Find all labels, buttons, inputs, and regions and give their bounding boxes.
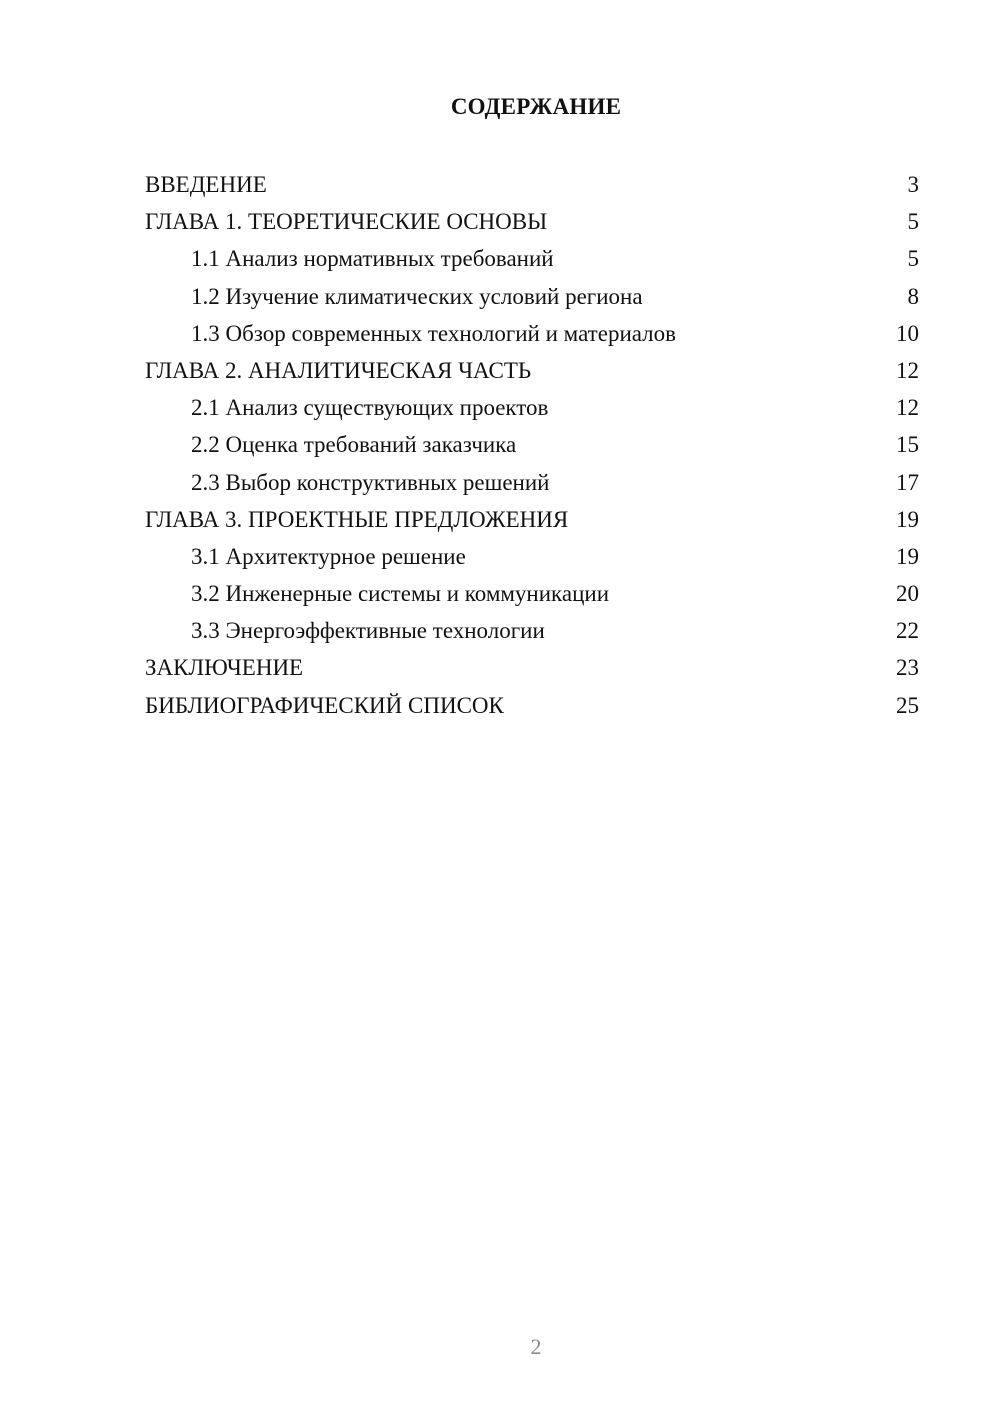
toc-entry-page: 5 bbox=[907, 246, 919, 272]
toc-entry-label: ГЛАВА 2. АНАЛИТИЧЕСКАЯ ЧАСТЬ bbox=[145, 357, 532, 383]
toc-entry-label: ГЛАВА 1. ТЕОРЕТИЧЕСКИЕ ОСНОВЫ bbox=[145, 209, 548, 235]
toc-entry-section-3-2 bbox=[145, 577, 919, 614]
toc-title: СОДЕРЖАНИЕ bbox=[450, 94, 622, 119]
toc-entry-label: 2.2 Оценка требований заказчика bbox=[191, 432, 517, 458]
toc-entry-introduction bbox=[145, 168, 919, 205]
toc-entry-section-1-2 bbox=[145, 280, 919, 317]
toc-entry-page: 12 bbox=[896, 395, 919, 421]
toc-entry-page: 17 bbox=[896, 469, 919, 495]
toc-entry-label: БИБЛИОГРАФИЧЕСКИЙ СПИСОК bbox=[145, 692, 504, 718]
toc-entry-page: 3 bbox=[907, 172, 919, 197]
toc-entry-section-2-3 bbox=[145, 466, 919, 503]
toc-entry-label: ВВЕДЕНИЕ bbox=[145, 172, 267, 197]
toc-entry-page: 15 bbox=[896, 432, 919, 458]
toc-entry-page: 8 bbox=[907, 283, 919, 309]
toc-entry-page: 20 bbox=[896, 581, 919, 607]
toc-entry-section-3-1 bbox=[145, 540, 919, 577]
toc-entry-section-2-2 bbox=[145, 428, 919, 465]
toc-entry-page: 22 bbox=[896, 618, 919, 644]
toc-entry-section-1-3 bbox=[145, 317, 919, 354]
toc-entry-label: 2.3 Выбор конструктивных решений bbox=[191, 469, 550, 495]
toc-list bbox=[145, 168, 919, 726]
toc-entry-label: 2.1 Анализ существующих проектов bbox=[191, 395, 549, 421]
toc-entry-section-1-1 bbox=[145, 242, 919, 279]
toc-entry-label: ГЛАВА 3. ПРОЕКТНЫЕ ПРЕДЛОЖЕНИЯ bbox=[145, 506, 569, 532]
toc-entry-chapter-2 bbox=[145, 354, 919, 391]
toc-entry-label: 1.2 Изучение климатических условий региона bbox=[191, 283, 643, 309]
toc-entry-label: 1.3 Обзор современных технологий и материалов bbox=[191, 320, 676, 346]
toc-entry-page: 25 bbox=[896, 692, 919, 718]
toc-entry-section-2-1 bbox=[145, 391, 919, 428]
toc-entry-bibliography bbox=[145, 689, 919, 726]
page-number: 2 bbox=[530, 1334, 542, 1359]
toc-entry-label: 3.3 Энергоэффективные технологии bbox=[191, 618, 545, 644]
toc-entry-page: 19 bbox=[896, 543, 919, 569]
toc-entry-label: 3.2 Инженерные системы и коммуникации bbox=[191, 581, 610, 607]
toc-entry-label: 3.1 Архитектурное решение bbox=[191, 543, 466, 569]
toc-entry-label: 1.1 Анализ нормативных требований bbox=[191, 246, 554, 272]
toc-entry-section-3-3 bbox=[145, 614, 919, 651]
toc-entry-conclusion bbox=[145, 651, 919, 688]
toc-entry-page: 19 bbox=[896, 506, 919, 532]
toc-entry-chapter-3 bbox=[145, 503, 919, 540]
toc-entry-page: 12 bbox=[896, 357, 919, 383]
toc-entry-page: 23 bbox=[896, 655, 919, 681]
toc-entry-chapter-1 bbox=[145, 205, 919, 242]
toc-entry-page: 5 bbox=[907, 209, 919, 235]
toc-entry-label: ЗАКЛЮЧЕНИЕ bbox=[145, 655, 304, 681]
toc-entry-page: 10 bbox=[896, 320, 919, 346]
